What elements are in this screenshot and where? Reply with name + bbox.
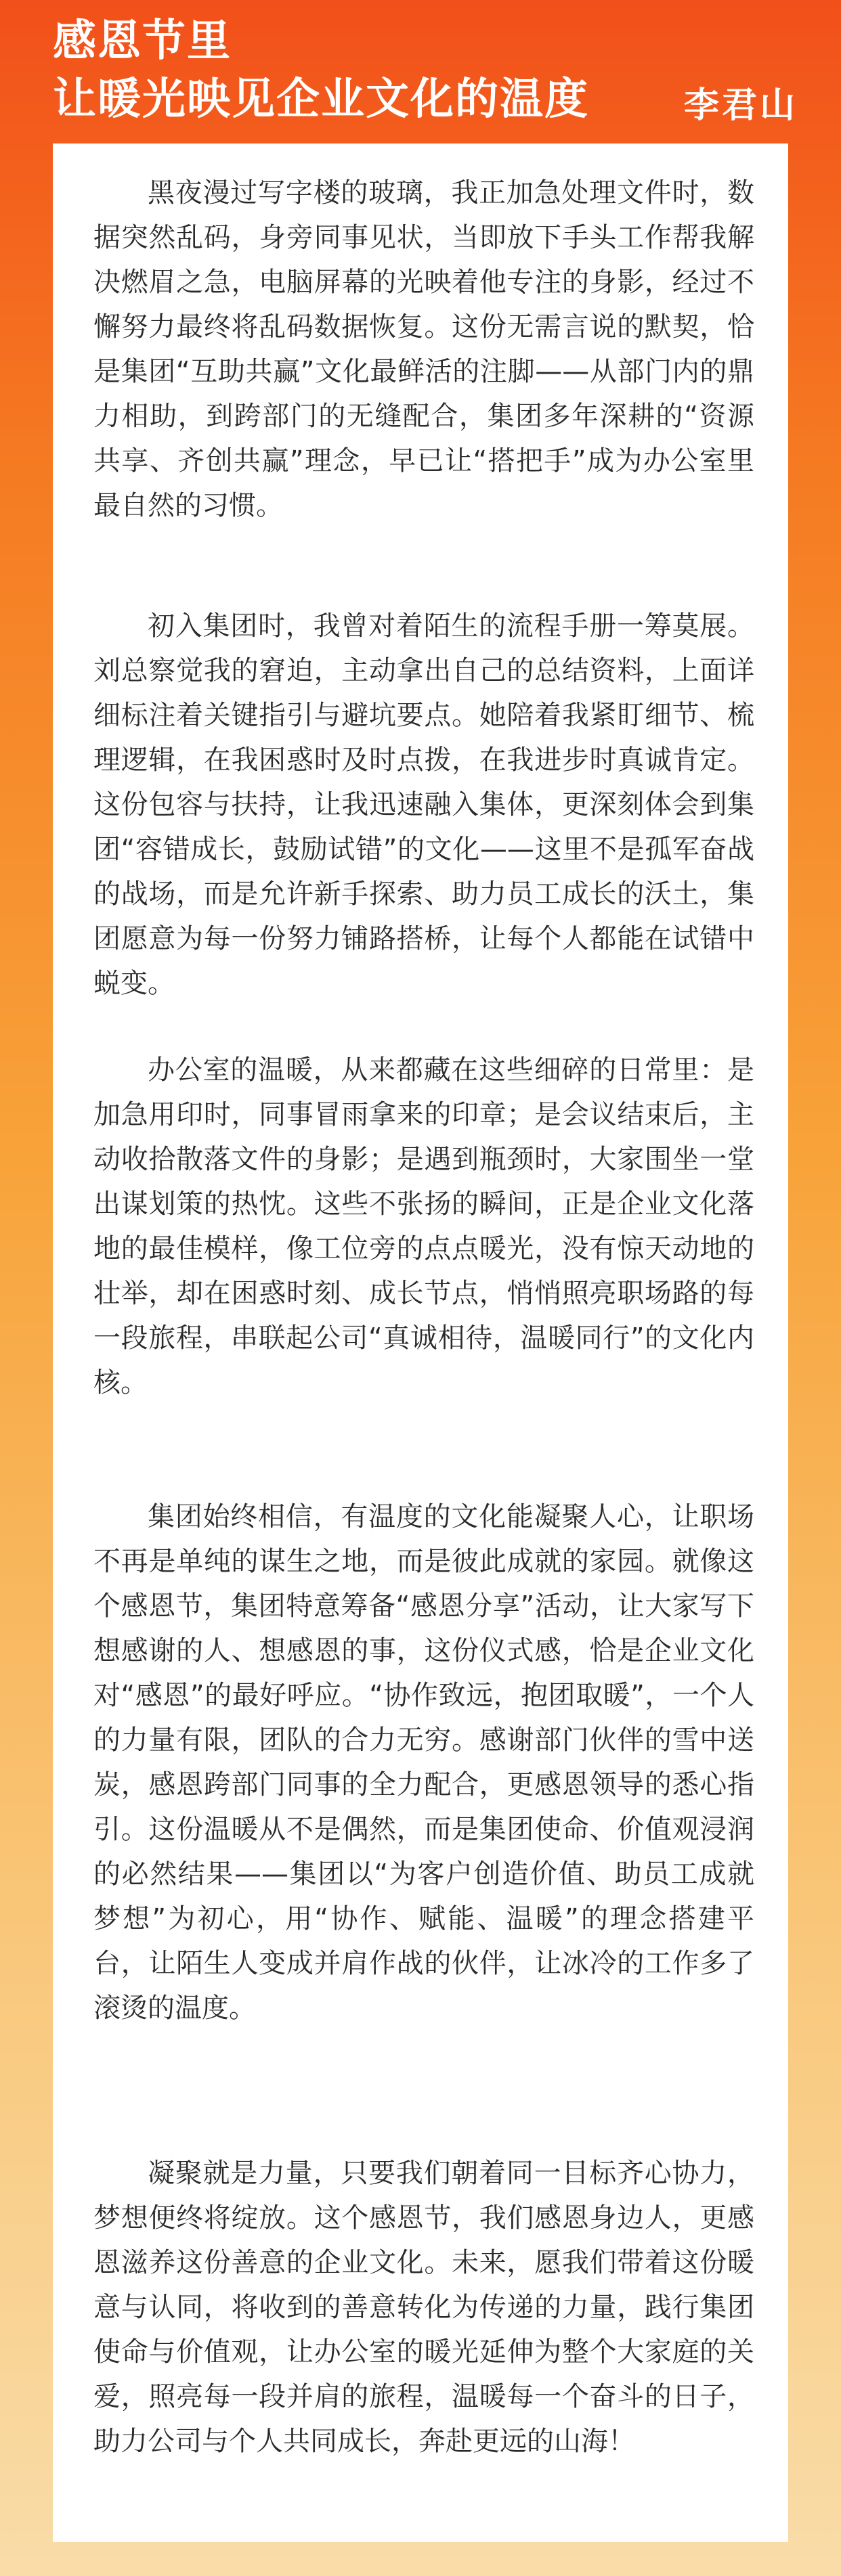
article-paragraph: 黑夜漫过写字楼的玻璃，我正加急处理文件时，数据突然乱码，身旁同事见状，当即放下手头工作帮我解决燃眉之急，电脑屏幕的光映着他专注的身影，经过不懈努力最终将乱码数据恢复。这份无需言说的默契，恰是集团“互助共赢”文化最鲜活的注脚——从部门内的鼎力相助，到跨部门的无缝配合，集团多年深耕的“资源共享、齐创共赢”理念，早已让“搭把手”成为办公室里最自然的习惯。 [93,177,754,521]
article-paragraph: 集团始终相信，有温度的文化能凝聚人心，让职场不再是单纯的谋生之地，而是彼此成就的家园。就像这个感恩节，集团特意筹备“感恩分享”活动，让大家写下想感谢的人、想感恩的事，这份仪式感，恰是企业文化对“感恩”的最好呼应。“协作致远，抱团取暖”，一个人的力量有限，团队的合力无穷。感谢部门伙伴的雪中送炭，感恩跨部门同事的全力配合，更感恩领导的悉心指引。这份温暖从不是偶然，而是集团使命、价值观浸润的必然结果——集团以“为客户创造价值、助员工成就梦想”为初心，用“协作、赋能、温暖”的理念搭建平台，让陌生人变成并肩作战的伙伴，让冰冷的工作多了滚烫的温度。 [93,1501,754,2024]
page-header [53,12,798,134]
page-title-line-2: 让暖光映见企业文化的温度 [53,74,589,125]
article-paragraph: 凝聚就是力量，只要我们朝着同一目标齐心协力，梦想便终将绽放。这个感恩节，我们感恩身边人，更感恩滋养这份善意的企业文化。未来，愿我们带着这份暖意与认同，将收到的善意转化为传递的力量，践行集团使命与价值观，让办公室的暖光延伸为整个大家庭的关爱，照亮每一段并肩的旅程，温暖每一个奋斗的日子，助力公司与个人共同成长，奔赴更远的山海！ [93,2158,754,2457]
article-paragraph: 初入集团时，我曾对着陌生的流程手册一筹莫展。刘总察觉我的窘迫，主动拿出自己的总结资料，上面详细标注着关键指引与避坑要点。她陪着我紧盯细节、梳理逻辑，在我困惑时及时点拨，在我进步时真诚肯定。这份包容与扶持，让我迅速融入集体，更深刻体会到集团“容错成长，鼓励试错”的文化——这里不是孤军奋战的战场，而是允许新手探索、助力员工成长的沃土，集团愿意为每一份努力铺路搭桥，让每个人都能在试错中蜕变。 [93,610,754,999]
author-name: 李君山 [683,85,798,126]
page-title-line-1: 感恩节里 [53,16,232,66]
article-paragraph: 办公室的温暖，从来都藏在这些细碎的日常里：是加急用印时，同事冒雨拿来的印章；是会议结束后，主动收拾散落文件的身影；是遇到瓶颈时，大家围坐一堂出谋划策的热忱。这些不张扬的瞬间，正是企业文化落地的最佳模样，像工位旁的点点暖光，没有惊天动地的壮举，却在困惑时刻、成长节点，悄悄照亮职场路的每一段旅程，串联起公司“真诚相待，温暖同行”的文化内核。 [93,1054,754,1398]
article-card [53,143,788,2542]
